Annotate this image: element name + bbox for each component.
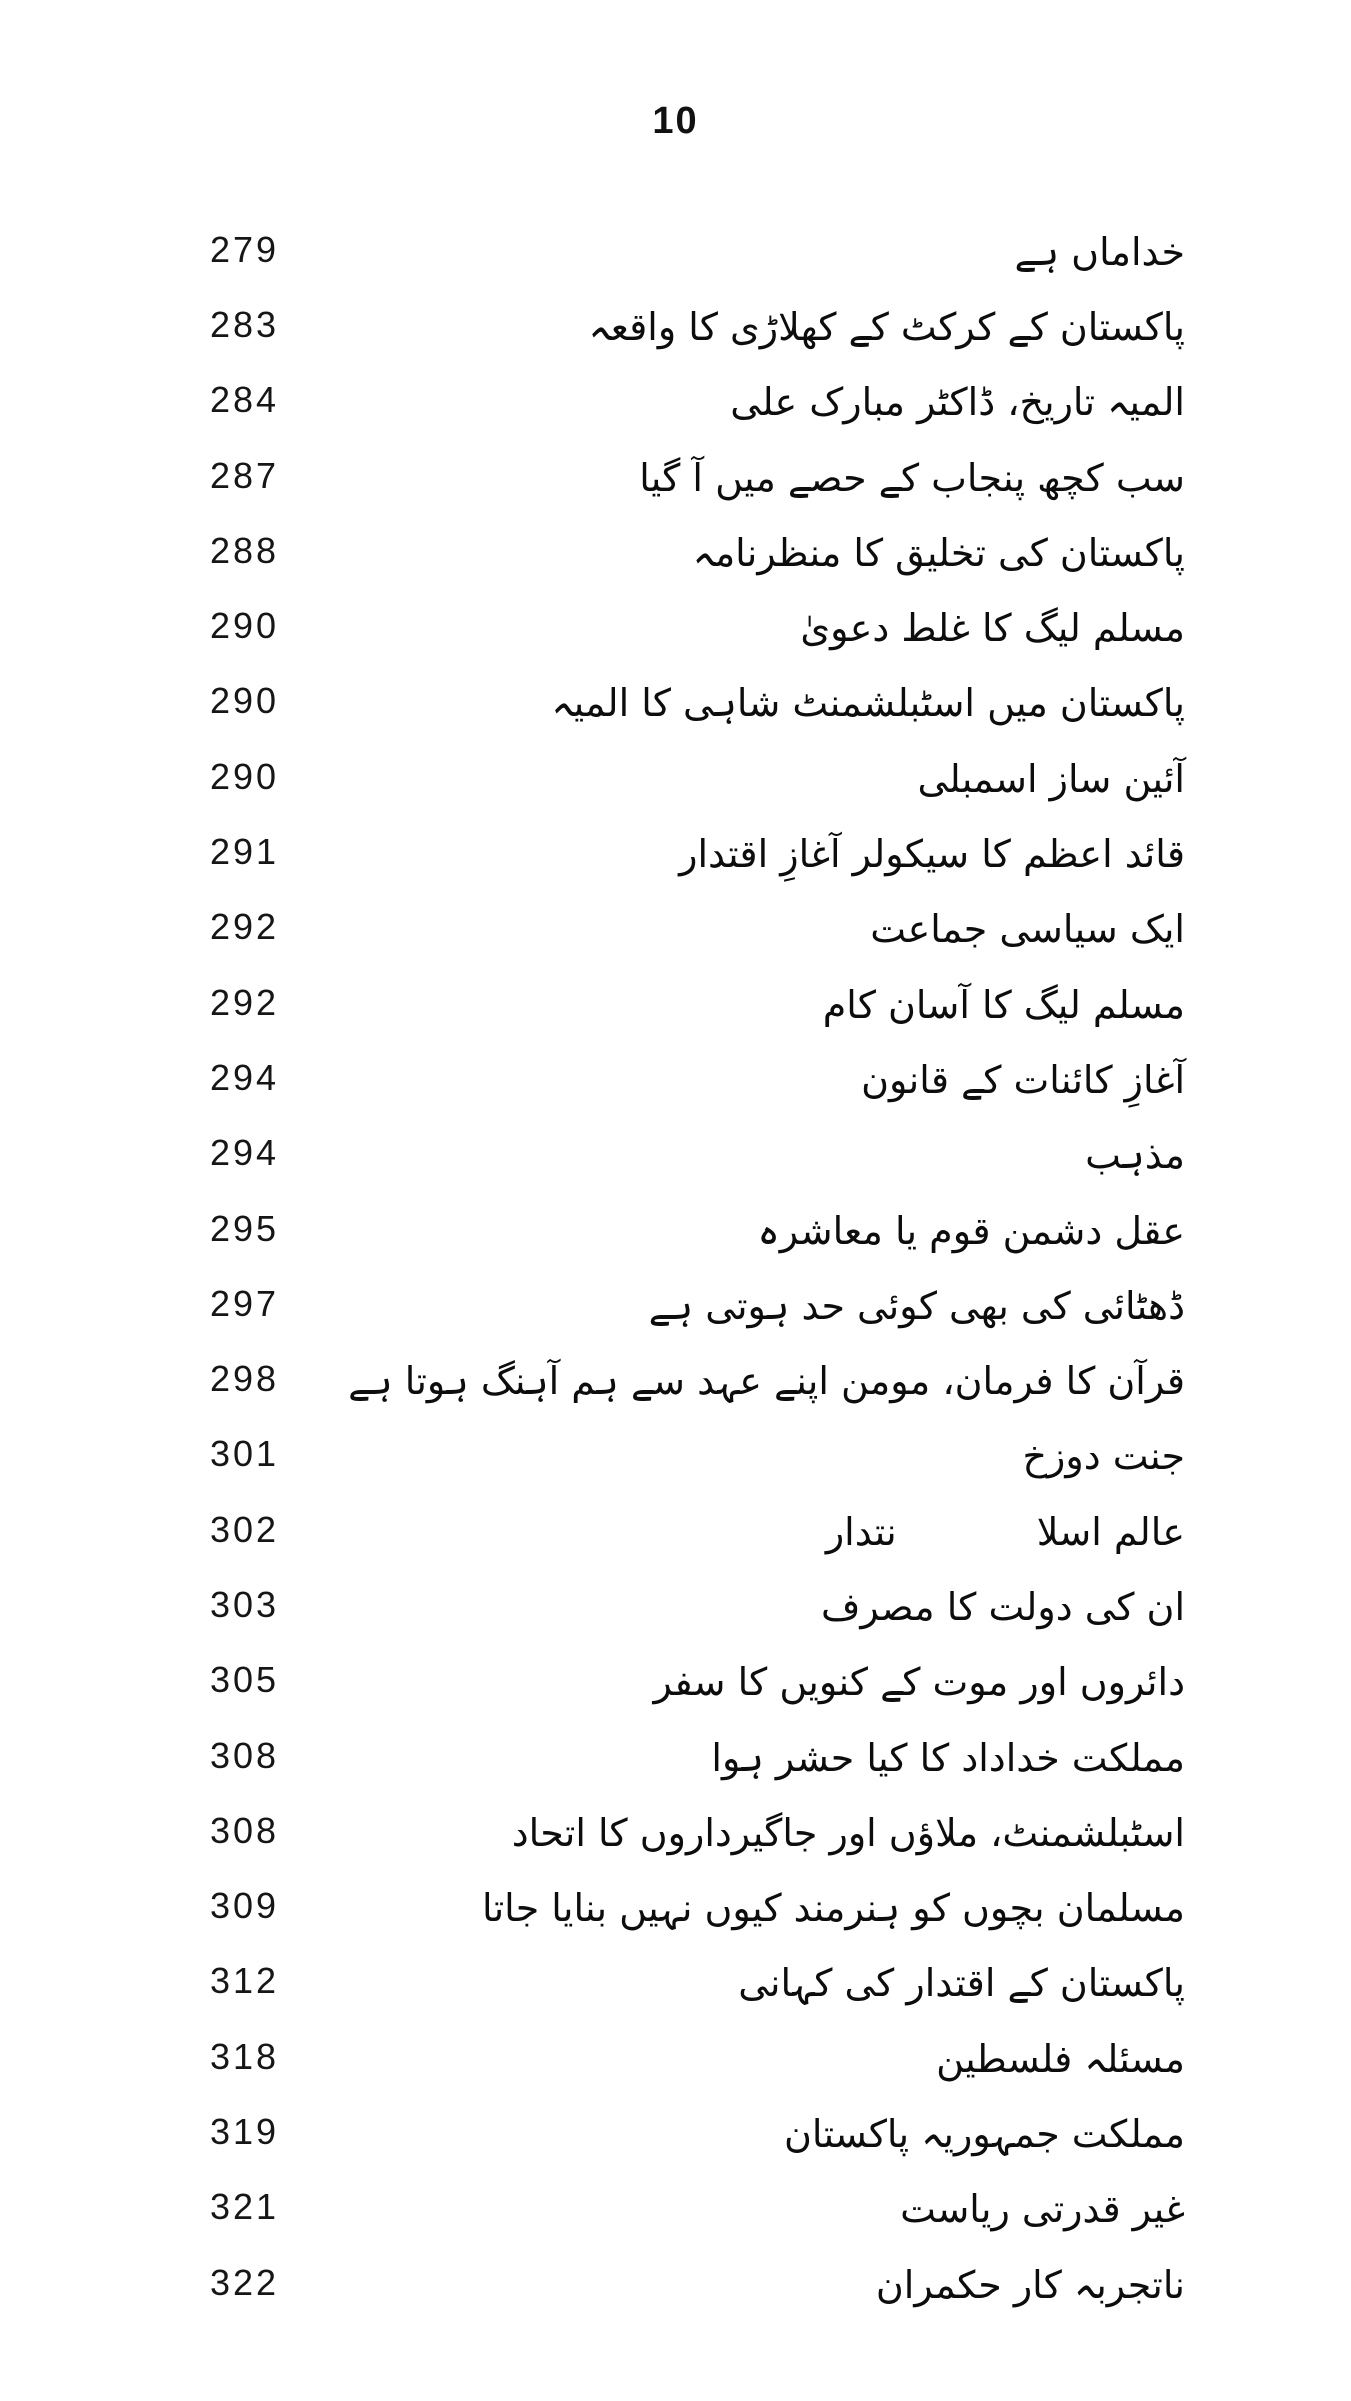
toc-title: قائد اعظم کا سیکولر آغازِ اقتدار bbox=[679, 832, 1185, 877]
toc-title: ڈھٹائی کی بھی کوئی حد ہوتی ہے bbox=[648, 1283, 1185, 1328]
toc-page-number: 312 bbox=[210, 1960, 280, 2002]
toc-page-number: 321 bbox=[210, 2186, 280, 2228]
toc-row bbox=[0, 890, 1351, 965]
toc-page-number: 292 bbox=[210, 906, 280, 948]
toc-page-number: 287 bbox=[210, 454, 280, 496]
toc-page-number: 319 bbox=[210, 2111, 280, 2153]
toc-title: مملکت جمہوریہ پاکستان bbox=[783, 2112, 1185, 2157]
toc-row bbox=[0, 1869, 1351, 1944]
toc-page-number: 308 bbox=[210, 1734, 280, 1776]
toc-row bbox=[0, 2170, 1351, 2245]
toc-title: مذہب bbox=[1085, 1133, 1185, 1178]
toc-row bbox=[0, 212, 1351, 287]
toc-page-number: 288 bbox=[210, 529, 280, 571]
page-number-header: 10 bbox=[652, 100, 699, 142]
toc-title: خداماں ہے bbox=[1014, 229, 1185, 274]
toc-title: دائروں اور موت کے کنویں کا سفر bbox=[653, 1660, 1185, 1705]
toc-row bbox=[0, 1341, 1351, 1416]
toc-row bbox=[0, 2245, 1351, 2320]
toc-title: مملکت خداداد کا کیا حشر ہوا bbox=[711, 1735, 1185, 1780]
toc-row bbox=[0, 1567, 1351, 1642]
toc-title: اسٹبلشمنٹ، ملاؤں اور جاگیرداروں کا اتحاد bbox=[511, 1810, 1185, 1855]
toc-row bbox=[0, 363, 1351, 438]
toc-page-number: 292 bbox=[210, 981, 280, 1023]
toc-row bbox=[0, 1793, 1351, 1868]
toc-row bbox=[0, 664, 1351, 739]
toc-title: پاکستان کی تخلیق کا منظرنامہ bbox=[692, 530, 1185, 575]
toc-row bbox=[0, 814, 1351, 889]
toc-title: آئین ساز اسمبلی bbox=[917, 756, 1185, 801]
toc-row bbox=[0, 739, 1351, 814]
toc-title: مسلمان بچوں کو ہنرمند کیوں نہیں بنایا جاتا bbox=[482, 1886, 1185, 1931]
toc-page-number: 322 bbox=[210, 2261, 280, 2303]
toc-page-number: 295 bbox=[210, 1207, 280, 1249]
toc-row bbox=[0, 1191, 1351, 1266]
toc-page-number: 308 bbox=[210, 1809, 280, 1851]
toc-page-number: 301 bbox=[210, 1433, 280, 1475]
toc-title: جنت دوزخ bbox=[1022, 1434, 1185, 1479]
toc-page-number: 294 bbox=[210, 1056, 280, 1098]
toc-title: عقل دشمن قوم یا معاشرہ bbox=[757, 1208, 1185, 1253]
toc-row bbox=[0, 965, 1351, 1040]
toc-title: پاکستان کے کرکٹ کے کھلاڑی کا واقعہ bbox=[588, 304, 1185, 349]
toc-title: مسلم لیگ کا آسان کام bbox=[822, 982, 1185, 1027]
toc-title: مسئلہ فلسطین bbox=[936, 2036, 1185, 2081]
toc-row bbox=[0, 2094, 1351, 2169]
toc-row bbox=[0, 1266, 1351, 1341]
toc-row bbox=[0, 287, 1351, 362]
toc-page-number: 279 bbox=[210, 228, 280, 270]
toc-row bbox=[0, 513, 1351, 588]
title-print-gap bbox=[897, 1544, 1037, 1545]
toc-title: پاکستان میں اسٹبلشمنٹ شاہی کا المیہ bbox=[551, 681, 1185, 726]
toc-page-number: 290 bbox=[210, 755, 280, 797]
toc-row bbox=[0, 1492, 1351, 1567]
toc-row bbox=[0, 1116, 1351, 1191]
toc-row bbox=[0, 1040, 1351, 1115]
toc-page-number: 318 bbox=[210, 2035, 280, 2077]
toc-title-left-fragment: نتدار bbox=[825, 1509, 897, 1554]
toc-row bbox=[0, 588, 1351, 663]
toc-row bbox=[0, 2019, 1351, 2094]
toc-page-number: 290 bbox=[210, 605, 280, 647]
toc-row bbox=[0, 438, 1351, 513]
toc-page-number: 294 bbox=[210, 1132, 280, 1174]
toc-page-number: 303 bbox=[210, 1583, 280, 1625]
toc-title: ناتجربہ کار حکمران bbox=[875, 2262, 1185, 2307]
toc-title: سب کچھ پنجاب کے حصے میں آ گیا bbox=[639, 455, 1185, 500]
toc-title: آغازِ کائنات کے قانون bbox=[861, 1057, 1185, 1102]
toc-page-number: 291 bbox=[210, 831, 280, 873]
toc-title: مسلم لیگ کا غلط دعویٰ bbox=[800, 606, 1185, 651]
toc-page-number: 283 bbox=[210, 303, 280, 345]
toc-page-number: 297 bbox=[210, 1282, 280, 1324]
toc-title: المیہ تاریخ، ڈاکٹر مبارک علی bbox=[730, 380, 1185, 425]
toc-row bbox=[0, 1718, 1351, 1793]
toc-title: غیر قدرتی ریاست bbox=[900, 2187, 1185, 2232]
toc-row bbox=[0, 1417, 1351, 1492]
toc-title: ان کی دولت کا مصرف bbox=[820, 1584, 1185, 1629]
toc-title: عالم اسلانتدار bbox=[825, 1509, 1185, 1554]
toc-title: قرآن کا فرمان، مومن اپنے عہد سے ہم آہنگ ہوتا ہے bbox=[348, 1359, 1185, 1404]
toc-title: ایک سیاسی جماعت bbox=[870, 907, 1185, 952]
toc-page-number: 298 bbox=[210, 1358, 280, 1400]
toc-list bbox=[0, 212, 1351, 2320]
toc-page-number: 284 bbox=[210, 379, 280, 421]
toc-row bbox=[0, 1643, 1351, 1718]
toc-page-number: 305 bbox=[210, 1659, 280, 1701]
toc-page-number: 302 bbox=[210, 1508, 280, 1550]
toc-page-number: 290 bbox=[210, 680, 280, 722]
toc-page-number: 309 bbox=[210, 1885, 280, 1927]
toc-title: پاکستان کے اقتدار کی کہانی bbox=[738, 1961, 1185, 2006]
toc-row bbox=[0, 1944, 1351, 2019]
